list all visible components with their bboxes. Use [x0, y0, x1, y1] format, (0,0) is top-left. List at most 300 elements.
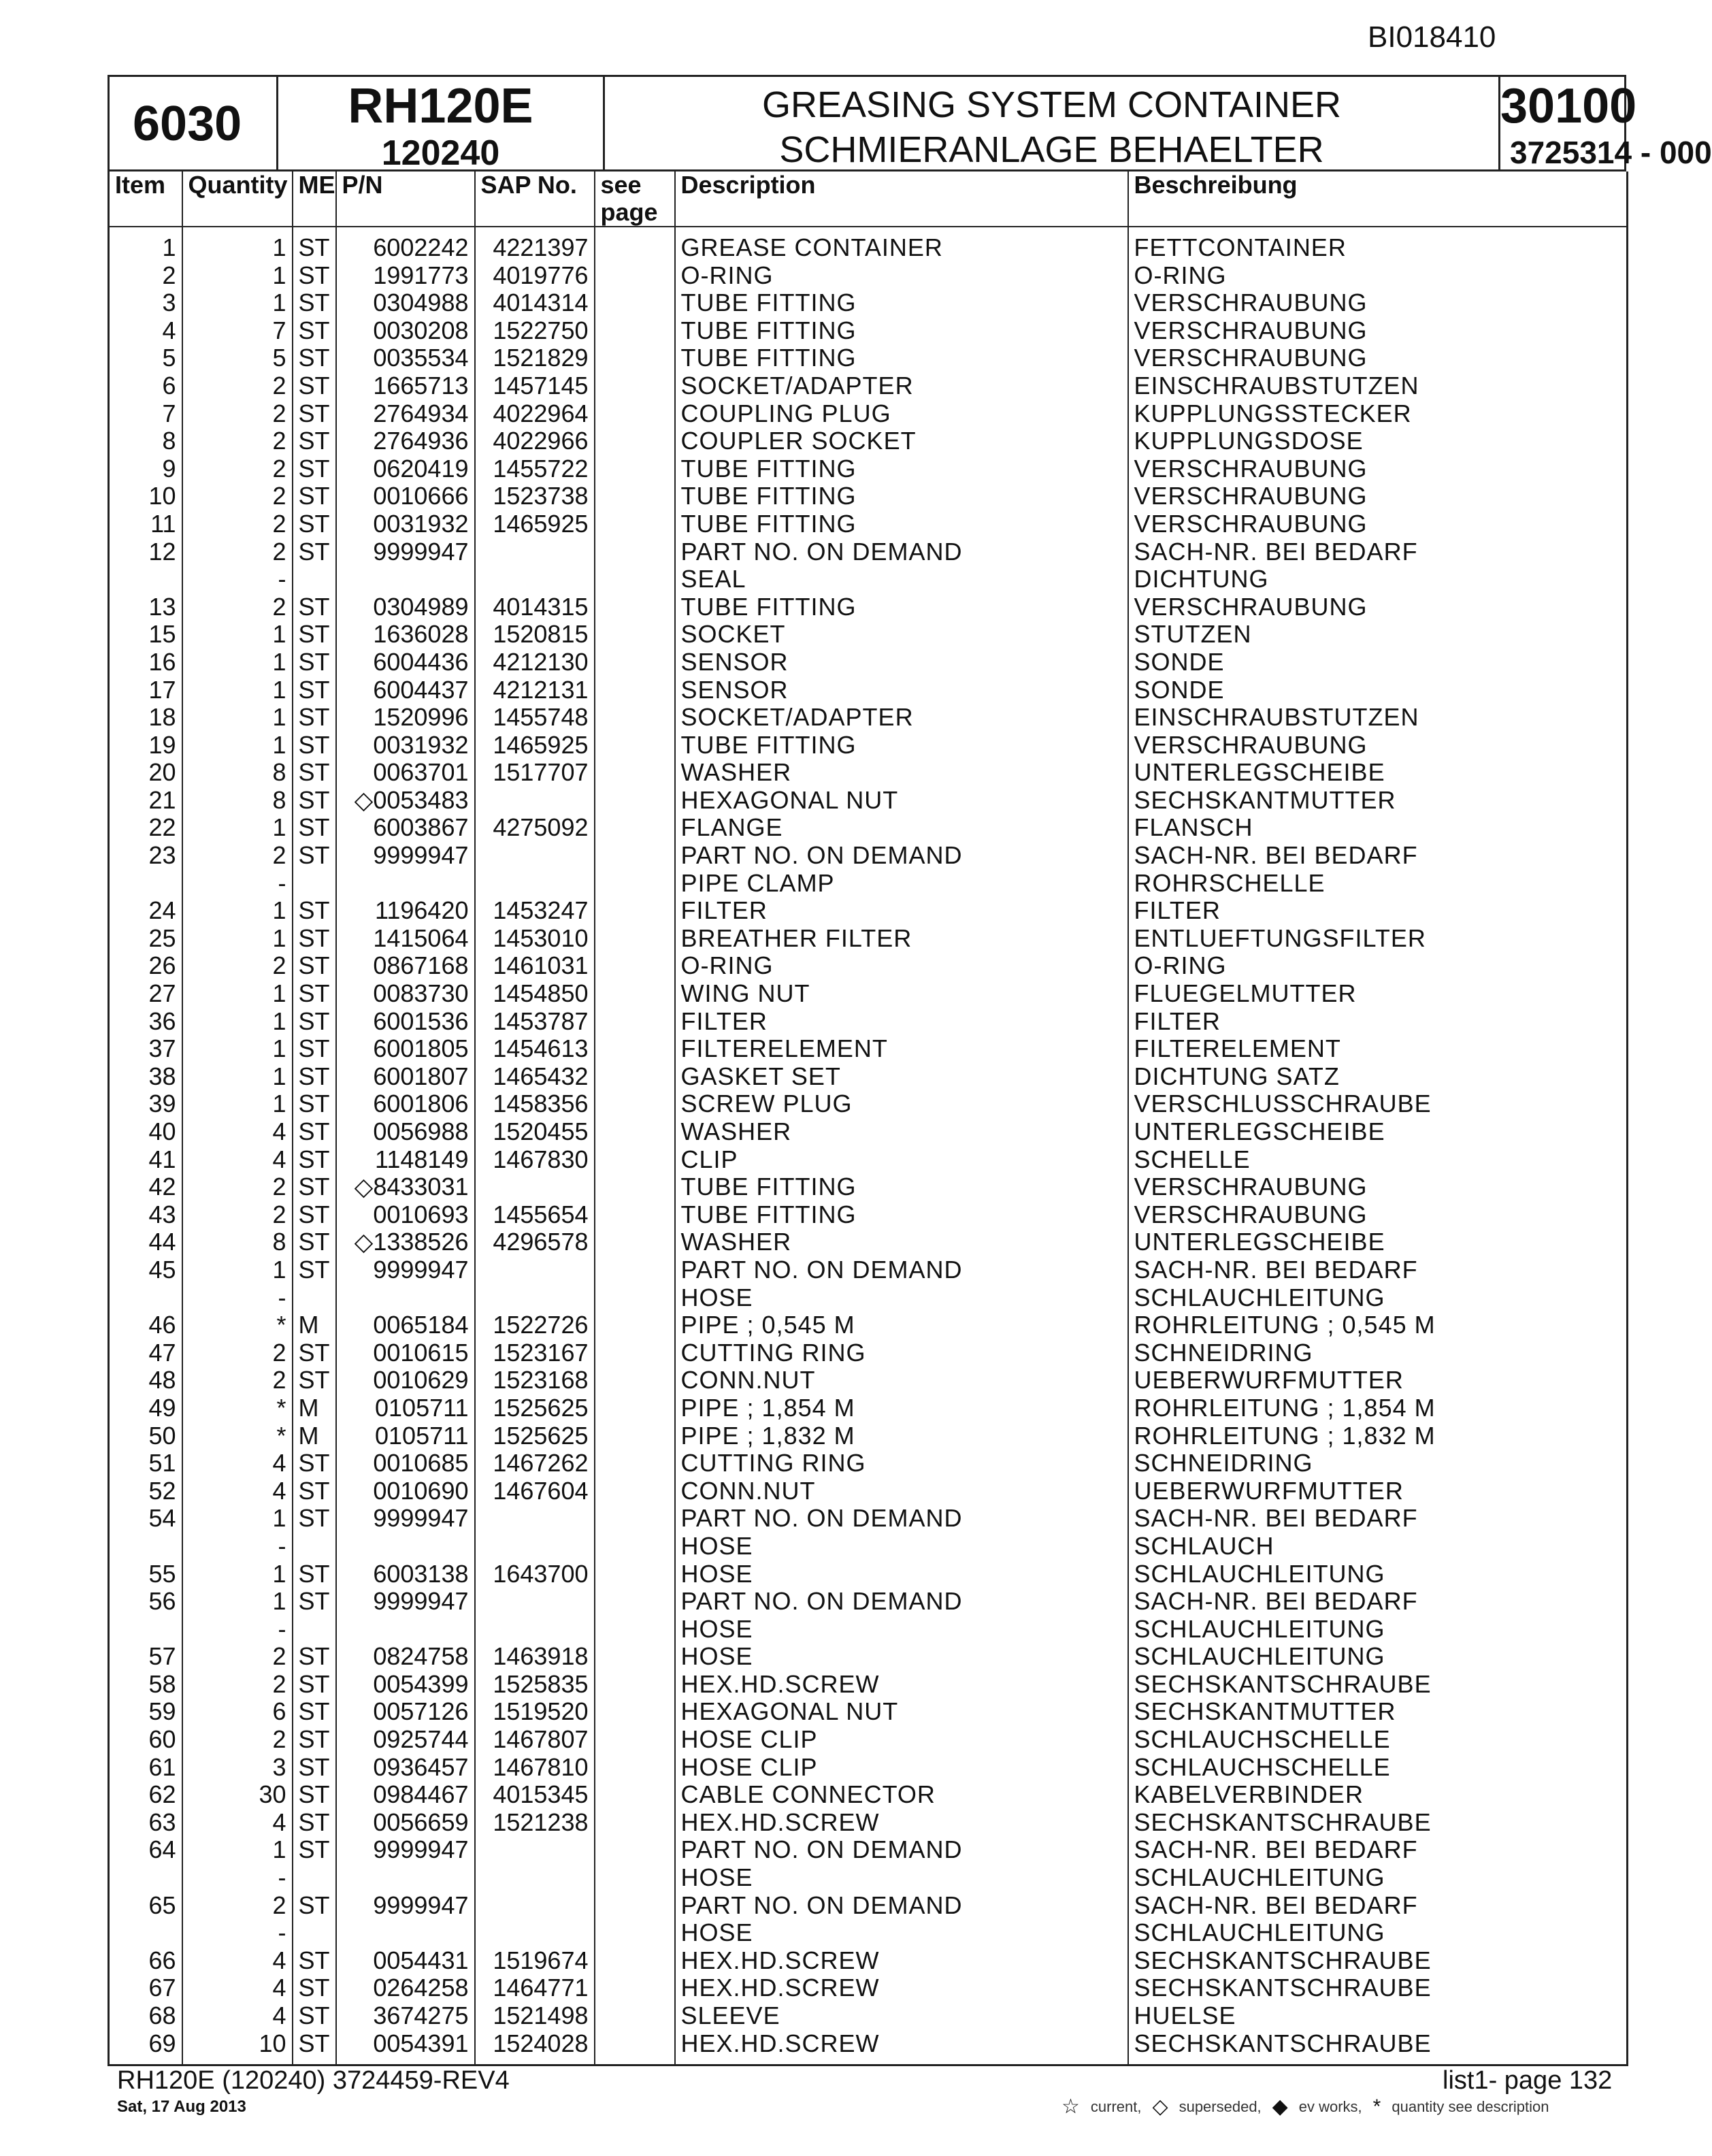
me-cell: M: [293, 1422, 336, 1450]
table-row: [109, 566, 1628, 593]
beschreibung-cell: SACH-NR. BEI BEDARF: [1128, 1836, 1628, 1864]
page-header: [108, 75, 1712, 173]
beschreibung-cell: KUPPLUNGSSTECKER: [1128, 400, 1628, 428]
table-row: [109, 1090, 1628, 1118]
sap-number-cell: 1461031: [475, 952, 595, 980]
part-number-cell: 0620419: [336, 455, 475, 483]
description-cell: SCREW PLUG: [675, 1090, 1128, 1118]
table-row: [109, 1698, 1628, 1726]
quantity-cell: 8: [182, 787, 293, 815]
description-cell: WASHER: [675, 1118, 1128, 1146]
table-row: [109, 1781, 1628, 1809]
quantity-cell: 10: [182, 2030, 293, 2065]
me-cell: ST: [293, 455, 336, 483]
sap-number-cell: 1453787: [475, 1008, 595, 1036]
table-row: [109, 1367, 1628, 1394]
diamond-filled-icon: ◆: [1272, 2095, 1288, 2118]
see-page-cell: [595, 289, 675, 317]
sap-number-cell: 4014314: [475, 289, 595, 317]
description-cell: HOSE: [675, 1919, 1128, 1947]
sap-number-cell: [475, 1284, 595, 1312]
item-cell: 48: [109, 1367, 182, 1394]
me-cell: ST: [293, 1671, 336, 1699]
beschreibung-cell: SCHLAUCHLEITUNG: [1128, 1643, 1628, 1671]
item-cell: 2: [109, 262, 182, 290]
sap-number-cell: [475, 1256, 595, 1284]
quantity-cell: 5: [182, 344, 293, 372]
see-page-cell: [595, 538, 675, 566]
col-quantity: Quantity: [182, 172, 293, 227]
description-cell: TUBE FITTING: [675, 483, 1128, 510]
see-page-cell: [595, 317, 675, 345]
table-row: [109, 1836, 1628, 1864]
beschreibung-cell: HUELSE: [1128, 2002, 1628, 2030]
quantity-cell: -: [182, 1533, 293, 1561]
part-number-cell: 0010666: [336, 483, 475, 510]
table-row: [109, 1809, 1628, 1837]
description-cell: TUBE FITTING: [675, 344, 1128, 372]
table-row: [109, 2030, 1628, 2065]
part-number-cell: 0010693: [336, 1201, 475, 1229]
beschreibung-cell: FILTER: [1128, 1008, 1628, 1036]
item-cell: 37: [109, 1035, 182, 1063]
sap-number-cell: 1524028: [475, 2030, 595, 2065]
part-number-cell: 2764936: [336, 427, 475, 455]
table-row: [109, 372, 1628, 400]
table-row: [109, 593, 1628, 621]
item-cell: 8: [109, 427, 182, 455]
part-number-cell: [336, 870, 475, 898]
item-cell: 17: [109, 676, 182, 704]
table-row: [109, 1477, 1628, 1505]
item-cell: 59: [109, 1698, 182, 1726]
table-row: [109, 1256, 1628, 1284]
table-row: [109, 1035, 1628, 1063]
part-number-cell: 1196420: [336, 897, 475, 925]
see-page-cell: [595, 262, 675, 290]
beschreibung-cell: KABELVERBINDER: [1128, 1781, 1628, 1809]
beschreibung-cell: SCHLAUCHLEITUNG: [1128, 1919, 1628, 1947]
sap-number-cell: 1522750: [475, 317, 595, 345]
part-number-cell: [336, 1533, 475, 1561]
see-page-cell: [595, 621, 675, 649]
title-english: GREASING SYSTEM CONTAINER: [761, 84, 1342, 125]
part-number-cell: 0065184: [336, 1311, 475, 1339]
table-row: [109, 870, 1628, 898]
description-cell: SEAL: [675, 566, 1128, 593]
description-cell: CABLE CONNECTOR: [675, 1781, 1128, 1809]
see-page-cell: [595, 427, 675, 455]
table-row: [109, 649, 1628, 676]
quantity-cell: 1: [182, 980, 293, 1008]
description-cell: HEX.HD.SCREW: [675, 2030, 1128, 2065]
table-row: [109, 1643, 1628, 1671]
table-row: [109, 704, 1628, 732]
beschreibung-cell: ROHRLEITUNG ; 1,832 M: [1128, 1422, 1628, 1450]
sap-number-cell: 1457145: [475, 372, 595, 400]
me-cell: ST: [293, 1008, 336, 1036]
see-page-cell: [595, 1533, 675, 1561]
part-number-cell: 6001805: [336, 1035, 475, 1063]
part-number-cell: 2764934: [336, 400, 475, 428]
table-row: [109, 1974, 1628, 2002]
item-cell: 51: [109, 1450, 182, 1477]
see-page-cell: [595, 1201, 675, 1229]
me-cell: ST: [293, 1477, 336, 1505]
part-number-cell: 0035534: [336, 344, 475, 372]
col-sap: SAP No.: [475, 172, 595, 227]
table-row: [109, 289, 1628, 317]
see-page-cell: [595, 1311, 675, 1339]
quantity-cell: 2: [182, 1671, 293, 1699]
beschreibung-cell: SECHSKANTSCHRAUBE: [1128, 1671, 1628, 1699]
see-page-cell: [595, 897, 675, 925]
table-row: [109, 897, 1628, 925]
see-page-cell: [595, 870, 675, 898]
description-cell: O-RING: [675, 952, 1128, 980]
quantity-cell: *: [182, 1422, 293, 1450]
quantity-cell: 2: [182, 1367, 293, 1394]
description-cell: HOSE: [675, 1533, 1128, 1561]
me-cell: ST: [293, 1809, 336, 1837]
item-cell: 60: [109, 1726, 182, 1754]
see-page-cell: [595, 1422, 675, 1450]
quantity-cell: 1: [182, 621, 293, 649]
item-cell: [109, 1616, 182, 1644]
table-row: [109, 1754, 1628, 1782]
star-icon: ☆: [1061, 2095, 1080, 2118]
title-cell: [605, 77, 1500, 169]
item-cell: 49: [109, 1394, 182, 1422]
quantity-cell: 1: [182, 1561, 293, 1588]
description-cell: WASHER: [675, 759, 1128, 787]
beschreibung-cell: FETTCONTAINER: [1128, 227, 1628, 262]
drawing-number: 3725314 - 000: [1510, 135, 1712, 170]
sap-number-cell: [475, 1919, 595, 1947]
me-cell: ST: [293, 1754, 336, 1782]
item-cell: 16: [109, 649, 182, 676]
sap-number-cell: [475, 538, 595, 566]
me-cell: ST: [293, 1643, 336, 1671]
see-page-cell: [595, 1698, 675, 1726]
me-cell: ST: [293, 1588, 336, 1616]
beschreibung-cell: SCHLAUCHLEITUNG: [1128, 1864, 1628, 1892]
me-cell: ST: [293, 1090, 336, 1118]
see-page-cell: [595, 566, 675, 593]
beschreibung-cell: DICHTUNG SATZ: [1128, 1063, 1628, 1091]
item-cell: 5: [109, 344, 182, 372]
me-cell: ST: [293, 2030, 336, 2065]
description-cell: HEX.HD.SCREW: [675, 1974, 1128, 2002]
item-cell: 26: [109, 952, 182, 980]
sap-number-cell: [475, 1505, 595, 1533]
me-cell: ST: [293, 1339, 336, 1367]
part-number-cell: 3674275: [336, 2002, 475, 2030]
item-cell: 12: [109, 538, 182, 566]
quantity-cell: 4: [182, 1146, 293, 1174]
table-row: [109, 1561, 1628, 1588]
table-row: [109, 400, 1628, 428]
quantity-cell: 2: [182, 1726, 293, 1754]
quantity-cell: 1: [182, 732, 293, 760]
description-cell: HOSE CLIP: [675, 1726, 1128, 1754]
me-cell: ST: [293, 510, 336, 538]
beschreibung-cell: VERSCHLUSSCHRAUBE: [1128, 1090, 1628, 1118]
table-row: [109, 1008, 1628, 1036]
see-page-cell: [595, 1974, 675, 2002]
part-number-cell: 0031932: [336, 510, 475, 538]
quantity-cell: 2: [182, 842, 293, 870]
sap-number-cell: 1519520: [475, 1698, 595, 1726]
see-page-cell: [595, 732, 675, 760]
description-cell: PART NO. ON DEMAND: [675, 538, 1128, 566]
part-number-cell: 0056988: [336, 1118, 475, 1146]
item-cell: 69: [109, 2030, 182, 2065]
part-number-cell: 0984467: [336, 1781, 475, 1809]
beschreibung-cell: SECHSKANTMUTTER: [1128, 1698, 1628, 1726]
part-number-cell: [336, 1919, 475, 1947]
item-cell: [109, 870, 182, 898]
me-cell: ST: [293, 897, 336, 925]
sap-number-cell: 1525835: [475, 1671, 595, 1699]
sap-number-cell: [475, 1588, 595, 1616]
table-row: [109, 344, 1628, 372]
sap-number-cell: 1643700: [475, 1561, 595, 1588]
beschreibung-cell: VERSCHRAUBUNG: [1128, 483, 1628, 510]
item-cell: 58: [109, 1671, 182, 1699]
quantity-cell: -: [182, 1616, 293, 1644]
sap-number-cell: 1454850: [475, 980, 595, 1008]
part-number-cell: 1991773: [336, 262, 475, 290]
beschreibung-cell: VERSCHRAUBUNG: [1128, 344, 1628, 372]
beschreibung-cell: DICHTUNG: [1128, 566, 1628, 593]
table-row: [109, 1146, 1628, 1174]
see-page-cell: [595, 1118, 675, 1146]
part-number-cell: 0105711: [336, 1394, 475, 1422]
sap-number-cell: 1521498: [475, 2002, 595, 2030]
description-cell: PIPE ; 1,832 M: [675, 1422, 1128, 1450]
see-page-cell: [595, 1173, 675, 1201]
description-cell: FILTERELEMENT: [675, 1035, 1128, 1063]
footer-date: Sat, 17 Aug 2013: [117, 2097, 246, 2116]
see-page-cell: [595, 1809, 675, 1837]
description-cell: TUBE FITTING: [675, 455, 1128, 483]
beschreibung-cell: ROHRLEITUNG ; 0,545 M: [1128, 1311, 1628, 1339]
table-row: [109, 1864, 1628, 1892]
item-cell: 43: [109, 1201, 182, 1229]
sap-number-cell: [475, 870, 595, 898]
see-page-cell: [595, 1561, 675, 1588]
quantity-cell: 1: [182, 227, 293, 262]
sap-number-cell: 1464771: [475, 1974, 595, 2002]
description-cell: BREATHER FILTER: [675, 925, 1128, 953]
beschreibung-cell: EINSCHRAUBSTUTZEN: [1128, 704, 1628, 732]
beschreibung-cell: SECHSKANTMUTTER: [1128, 787, 1628, 815]
part-number-cell: 0925744: [336, 1726, 475, 1754]
table-row: [109, 455, 1628, 483]
col-item: Item: [109, 172, 182, 227]
quantity-cell: 2: [182, 372, 293, 400]
table-row: [109, 1339, 1628, 1367]
item-cell: 42: [109, 1173, 182, 1201]
table-row: [109, 483, 1628, 510]
sap-number-cell: 1517707: [475, 759, 595, 787]
description-cell: HEX.HD.SCREW: [675, 1947, 1128, 1975]
part-number-cell: 9999947: [336, 1256, 475, 1284]
me-cell: ST: [293, 980, 336, 1008]
part-number-cell: 6004436: [336, 649, 475, 676]
me-cell: ST: [293, 1118, 336, 1146]
item-cell: 27: [109, 980, 182, 1008]
description-cell: SOCKET/ADAPTER: [675, 372, 1128, 400]
table-row: [109, 1118, 1628, 1146]
item-cell: 22: [109, 814, 182, 842]
item-cell: 24: [109, 897, 182, 925]
description-cell: PART NO. ON DEMAND: [675, 1836, 1128, 1864]
beschreibung-cell: VERSCHRAUBUNG: [1128, 732, 1628, 760]
table-row: [109, 787, 1628, 815]
beschreibung-cell: SONDE: [1128, 676, 1628, 704]
table-row: [109, 1311, 1628, 1339]
me-cell: ST: [293, 1063, 336, 1091]
description-cell: PART NO. ON DEMAND: [675, 1505, 1128, 1533]
beschreibung-cell: SECHSKANTSCHRAUBE: [1128, 2030, 1628, 2065]
table-row: [109, 1422, 1628, 1450]
part-number-cell: 0010615: [336, 1339, 475, 1367]
quantity-cell: 2: [182, 483, 293, 510]
beschreibung-cell: UNTERLEGSCHEIBE: [1128, 1118, 1628, 1146]
item-cell: 9: [109, 455, 182, 483]
me-cell: ST: [293, 759, 336, 787]
me-cell: ST: [293, 344, 336, 372]
table-row: [109, 1173, 1628, 1201]
me-cell: ST: [293, 649, 336, 676]
me-cell: ST: [293, 704, 336, 732]
quantity-cell: 1: [182, 925, 293, 953]
part-number-cell: 0264258: [336, 1974, 475, 2002]
see-page-cell: [595, 455, 675, 483]
quantity-cell: 4: [182, 1947, 293, 1975]
part-number-cell: 1636028: [336, 621, 475, 649]
part-number-cell: 6001806: [336, 1090, 475, 1118]
see-page-cell: [595, 1754, 675, 1782]
table-row: [109, 842, 1628, 870]
table-row: [109, 1892, 1628, 1920]
see-page-cell: [595, 704, 675, 732]
section-cell: [110, 77, 278, 169]
me-cell: ST: [293, 372, 336, 400]
table-row: [109, 1588, 1628, 1616]
quantity-cell: 2: [182, 593, 293, 621]
legend-superseded: superseded,: [1179, 2097, 1262, 2115]
item-cell: 63: [109, 1809, 182, 1837]
me-cell: ST: [293, 400, 336, 428]
table-row: [109, 621, 1628, 649]
legend: [1061, 2095, 1549, 2119]
table-row: [109, 538, 1628, 566]
group-number: 30100: [1500, 79, 1637, 133]
see-page-cell: [595, 227, 675, 262]
beschreibung-cell: UNTERLEGSCHEIBE: [1128, 759, 1628, 787]
table-row: [109, 732, 1628, 760]
description-cell: CONN.NUT: [675, 1367, 1128, 1394]
sap-number-cell: 1455722: [475, 455, 595, 483]
table-row: [109, 814, 1628, 842]
sap-number-cell: 1521829: [475, 344, 595, 372]
item-cell: 25: [109, 925, 182, 953]
beschreibung-cell: VERSCHRAUBUNG: [1128, 317, 1628, 345]
beschreibung-cell: O-RING: [1128, 952, 1628, 980]
footer-doc-ref: RH120E (120240) 3724459-REV4: [117, 2066, 510, 2095]
sap-number-cell: 1467604: [475, 1477, 595, 1505]
sap-number-cell: 1523738: [475, 483, 595, 510]
part-number-cell: [336, 1284, 475, 1312]
sap-number-cell: [475, 1533, 595, 1561]
item-cell: 40: [109, 1118, 182, 1146]
beschreibung-cell: SACH-NR. BEI BEDARF: [1128, 1588, 1628, 1616]
table-row: [109, 1201, 1628, 1229]
sap-number-cell: [475, 566, 595, 593]
description-cell: O-RING: [675, 262, 1128, 290]
table-row: [109, 427, 1628, 455]
part-number-cell: 1148149: [336, 1146, 475, 1174]
item-cell: 1: [109, 227, 182, 262]
me-cell: [293, 870, 336, 898]
see-page-cell: [595, 483, 675, 510]
me-cell: ST: [293, 621, 336, 649]
legend-current: current,: [1090, 2097, 1142, 2115]
description-cell: TUBE FITTING: [675, 1201, 1128, 1229]
see-page-cell: [595, 980, 675, 1008]
description-cell: TUBE FITTING: [675, 1173, 1128, 1201]
me-cell: ST: [293, 1367, 336, 1394]
part-number-cell: 9999947: [336, 842, 475, 870]
see-page-cell: [595, 759, 675, 787]
beschreibung-cell: SCHLAUCHSCHELLE: [1128, 1726, 1628, 1754]
me-cell: ST: [293, 427, 336, 455]
sap-number-cell: [475, 1836, 595, 1864]
part-number-cell: 9999947: [336, 1836, 475, 1864]
quantity-cell: -: [182, 870, 293, 898]
sap-number-cell: 4212130: [475, 649, 595, 676]
sap-number-cell: 4296578: [475, 1228, 595, 1256]
part-number-cell: 9999947: [336, 1892, 475, 1920]
me-cell: [293, 1616, 336, 1644]
description-cell: GASKET SET: [675, 1063, 1128, 1091]
sap-number-cell: 1520815: [475, 621, 595, 649]
part-number-cell: 0030208: [336, 317, 475, 345]
beschreibung-cell: SACH-NR. BEI BEDARF: [1128, 1256, 1628, 1284]
quantity-cell: 2: [182, 538, 293, 566]
me-cell: ST: [293, 1561, 336, 1588]
me-cell: ST: [293, 676, 336, 704]
item-cell: 67: [109, 1974, 182, 2002]
description-cell: HEX.HD.SCREW: [675, 1809, 1128, 1837]
quantity-cell: 2: [182, 1892, 293, 1920]
quantity-cell: 6: [182, 1698, 293, 1726]
col-pn: P/N: [336, 172, 475, 227]
me-cell: ST: [293, 732, 336, 760]
part-number-cell: 0010685: [336, 1450, 475, 1477]
beschreibung-cell: KUPPLUNGSDOSE: [1128, 427, 1628, 455]
me-cell: M: [293, 1311, 336, 1339]
item-cell: 64: [109, 1836, 182, 1864]
beschreibung-cell: O-RING: [1128, 262, 1628, 290]
quantity-cell: 1: [182, 1090, 293, 1118]
part-number-cell: 0083730: [336, 980, 475, 1008]
description-cell: PART NO. ON DEMAND: [675, 842, 1128, 870]
me-cell: M: [293, 1394, 336, 1422]
